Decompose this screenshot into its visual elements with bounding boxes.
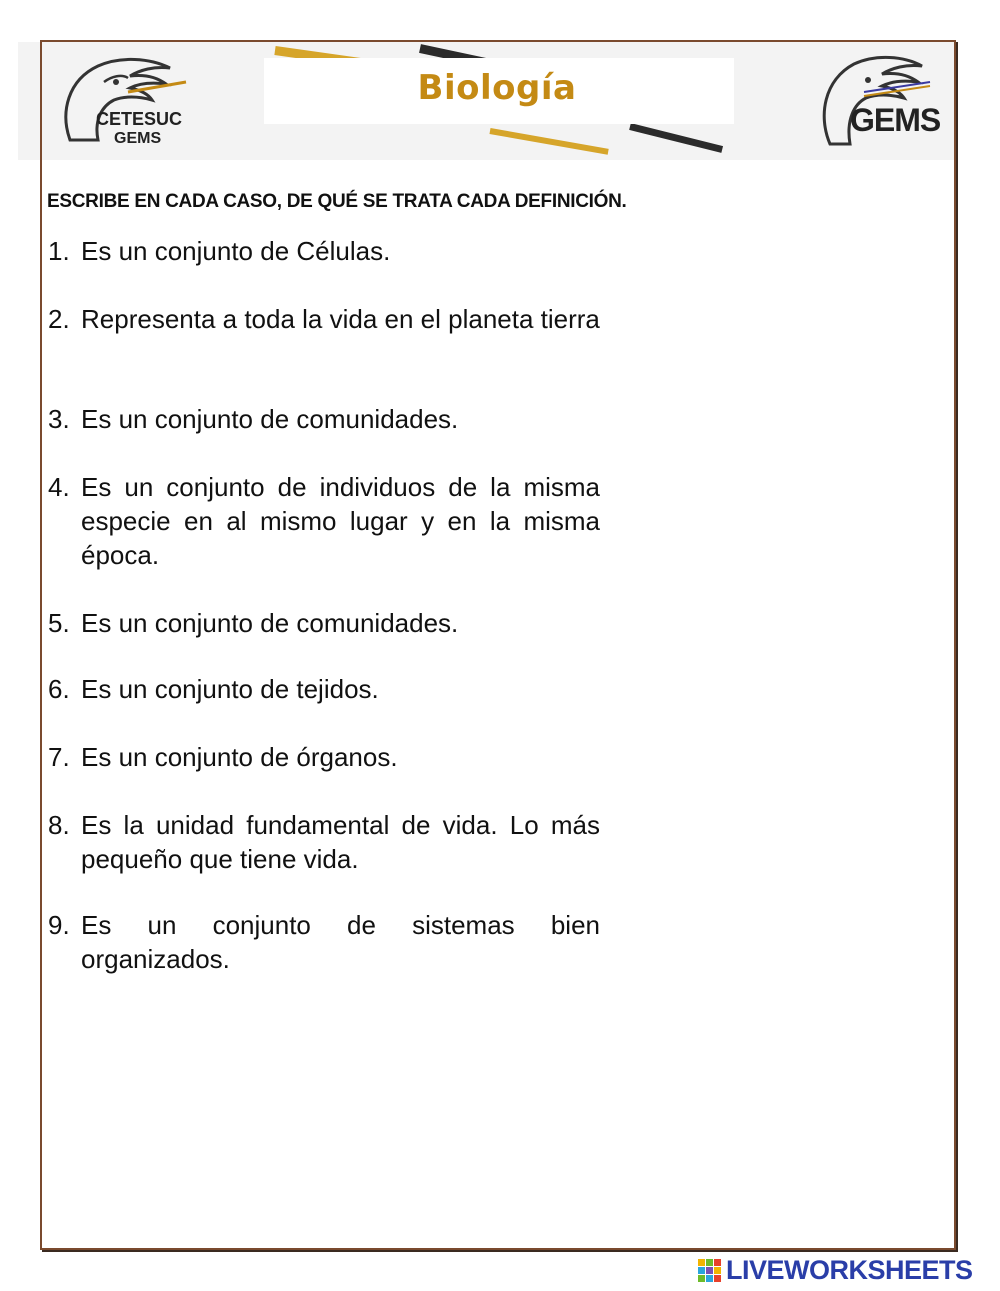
question-item [48,672,600,706]
question-text: Es un conjunto de tejidos. [81,674,379,704]
liveworksheets-brand[interactable] [698,1255,998,1285]
question-number: 3. [48,404,70,434]
question-item [48,606,600,640]
question-item [48,470,600,572]
question-number: 9. [48,910,70,940]
question-number: 8. [48,810,70,840]
instruction-text: ESCRIBE EN CADA CASO, DE QUÉ SE TRATA CADA DEFINICIÓN. [47,191,627,212]
question-item [48,234,600,268]
worksheet-frame [40,40,956,1250]
question-text: Es un conjunto de comunidades. [81,404,459,434]
logo-left-line1: CETESUC [96,109,183,129]
question-number: 5. [48,608,70,638]
logo-left-line2: GEMS [114,130,162,147]
question-number: 7. [48,742,70,772]
question-text: Es un conjunto de órganos. [81,742,398,772]
liveworksheets-logo-icon [698,1259,722,1283]
question-item [48,302,600,336]
question-number: 6. [48,674,70,704]
liveworksheets-text: LIVEWORKSHEETS [726,1255,973,1285]
question-number: 2. [48,304,70,334]
question-item [48,908,600,976]
question-text: Es la unidad fundamental de vida. Lo más pequeño que tiene vida. [81,810,600,874]
question-text: Es un conjunto de individuos de la misma especie en al mismo lugar y en la misma época. [81,472,600,570]
question-text: Es un conjunto de comunidades. [81,608,459,638]
question-number: 1. [48,236,70,266]
question-item [48,740,600,774]
question-item [48,402,600,436]
question-text: Representa a toda la vida en el planeta tierra [81,304,600,334]
page-title: Biología [417,68,577,108]
question-item [48,808,600,876]
question-text: Es un conjunto de sistemas bien organizados. [81,910,600,974]
logo-right-text: GEMS [850,102,941,138]
question-number: 4. [48,472,70,502]
question-text: Es un conjunto de Células. [81,236,391,266]
